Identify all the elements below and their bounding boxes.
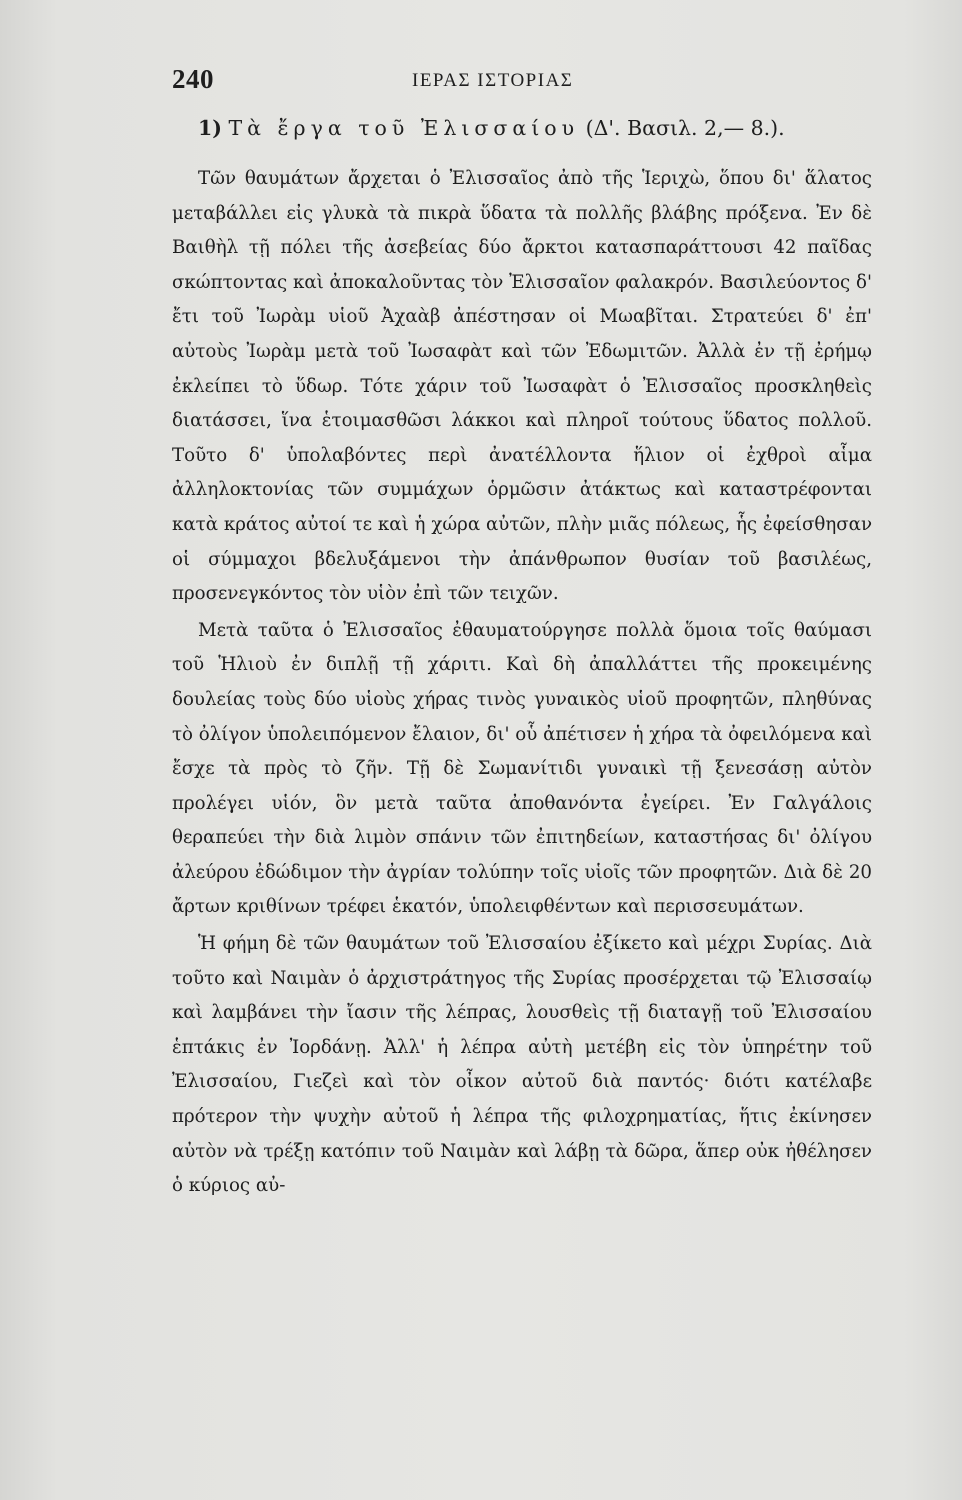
running-title: ΙΕΡΑΣ ΙΣΤΟΡΙΑΣ <box>412 70 574 91</box>
paragraph: Τῶν θαυμάτων ἄρχεται ὁ Ἐλισσαῖος ἀπὸ τῆς Ἱεριχὼ, ὅπου δι' ἅλατος μεταβάλλει εἰς γλυκὰ τὰ πικρὰ ὕδατα τὰ πολλῆς βλάβης πρόξενα. Ἐν δὲ Βαιθὴλ τῇ πόλει τῆς ἀσεβείας δύο ἄρκτοι κατασπαράττουσι 42 παῖδας σκώπτοντας καὶ ἀποκαλοῦντας τὸν Ἐλισσαῖον φαλακρόν. Βασιλεύοντος δ' ἔτι τοῦ Ἰωρὰμ υἱοῦ Ἀχαὰβ ἀπέστησαν οἱ Μωαβῖται. Στρατεύει δ' ἐπ' αὐτοὺς Ἰωρὰμ μετὰ τοῦ Ἰωσαφὰτ καὶ τῶν Ἐδωμιτῶν. Ἀλλὰ ἐν τῇ ἐρήμῳ ἐκλείπει τὸ ὕδωρ. Τότε χάριν τοῦ Ἰωσαφὰτ ὁ Ἐλισσαῖος προσκληθεὶς διατάσσει, ἵνα ἑτοιμασθῶσι λάκκοι καὶ πληροῖ τούτους ὕδατος πολλοῦ. Τοῦτο δ' ὑπολαβόντες περὶ ἀνατέλλοντα ἥλιον οἱ ἐχθροὶ αἷμα ἀλληλοκτονίας τῶν συμμάχων ὁρμῶσιν ἀτάκτως καὶ καταστρέφονται κατὰ κράτος αὐτοί τε καὶ ἡ χώρα αὐτῶν, πλὴν μιᾶς πόλεως, ἧς ἐφείσθησαν οἱ σύμμαχοι βδελυξάμενοι τὴν ἀπάνθρωπον θυσίαν τοῦ βασιλέως, προσενεγκόντος τὸν υἱὸν ἐπὶ τῶν τειχῶν. <box>172 168 872 605</box>
page-number: 240 <box>172 64 214 94</box>
section-heading <box>198 116 878 140</box>
section-title: Τὰ ἔργα τοῦ Ἐλισσαίου <box>228 116 580 140</box>
section-reference: (Δ'. Βασιλ. 2,— 8.). <box>585 116 785 140</box>
paragraph: Μετὰ ταῦτα ὁ Ἐλισσαῖος ἐθαυματούργησε πολλὰ ὅμοια τοῖς θαύμασι τοῦ Ἡλιοὺ ἐν διπλῇ τῇ χάριτι. Καὶ δὴ ἀπαλλάττει τῆς προκειμένης δουλείας τοὺς δύο υἱοὺς χήρας τινὸς γυναικὸς υἱοῦ προφητῶν, πληθύνας τὸ ὀλίγον ὑπολειπόμενον ἔλαιον, δι' οὗ ἀπέτισεν ἡ χήρα τὰ ὀφειλόμενα καὶ ἔσχε τὰ πρὸς τὸ ζῆν. Τῇ δὲ Σωμανίτιδι γυναικὶ τῇ ξενεσάσῃ αὐτὸν προλέγει υἱόν, ὃν μετὰ ταῦτα ἀποθανόντα ἐγείρει. Ἐν Γαλγάλοις θεραπεύει τὴν διὰ λιμὸν σπάνιν τῶν ἐπιτηδείων, καταστήσας δι' ὀλίγου ἀλεύρου ἐδώδιμον τὴν ἀγρίαν τολύπην τοῖς υἱοῖς τῶν προφητῶν. Διὰ δὲ 20 ἄρτων κριθίνων τρέφει ἑκατόν, ὑπολειφθέντων καὶ περισσευμάτων. <box>172 619 872 918</box>
page-header <box>172 64 872 98</box>
body-text <box>172 162 872 1204</box>
section-number: 1) <box>198 116 222 140</box>
paragraph: Ἡ φήμη δὲ τῶν θαυμάτων τοῦ Ἐλισσαίου ἐξίκετο καὶ μέχρι Συρίας. Διὰ τοῦτο καὶ Ναιμὰν ὁ ἀρχιστράτηγος τῆς Συρίας προσέρχεται τῷ Ἐλισσαίῳ καὶ λαμβάνει τὴν ἴασιν τῆς λέπρας, λουσθεὶς τῇ διαταγῇ τοῦ Ἐλισσαίου ἑπτάκις ἐν Ἰορδάνῃ. Ἀλλ' ἡ λέπρα αὐτὴ μετέβη εἰς τὸν ὑπηρέτην τοῦ Ἐλισσαίου, Γιεζεὶ καὶ τὸν οἶκον αὐτοῦ διὰ παντός· διότι κατέλαβε πρότερον τὴν ψυχὴν αὐτοῦ ἡ λέπρα τῆς φιλοχρηματίας, ἥτις ἐκίνησεν αὐτὸν νὰ τρέξῃ κατόπιν τοῦ Ναιμὰν καὶ λάβῃ τὰ δῶρα, ἅπερ οὐκ ἠθέλησεν ὁ κύριος αὐ- <box>172 933 872 1197</box>
